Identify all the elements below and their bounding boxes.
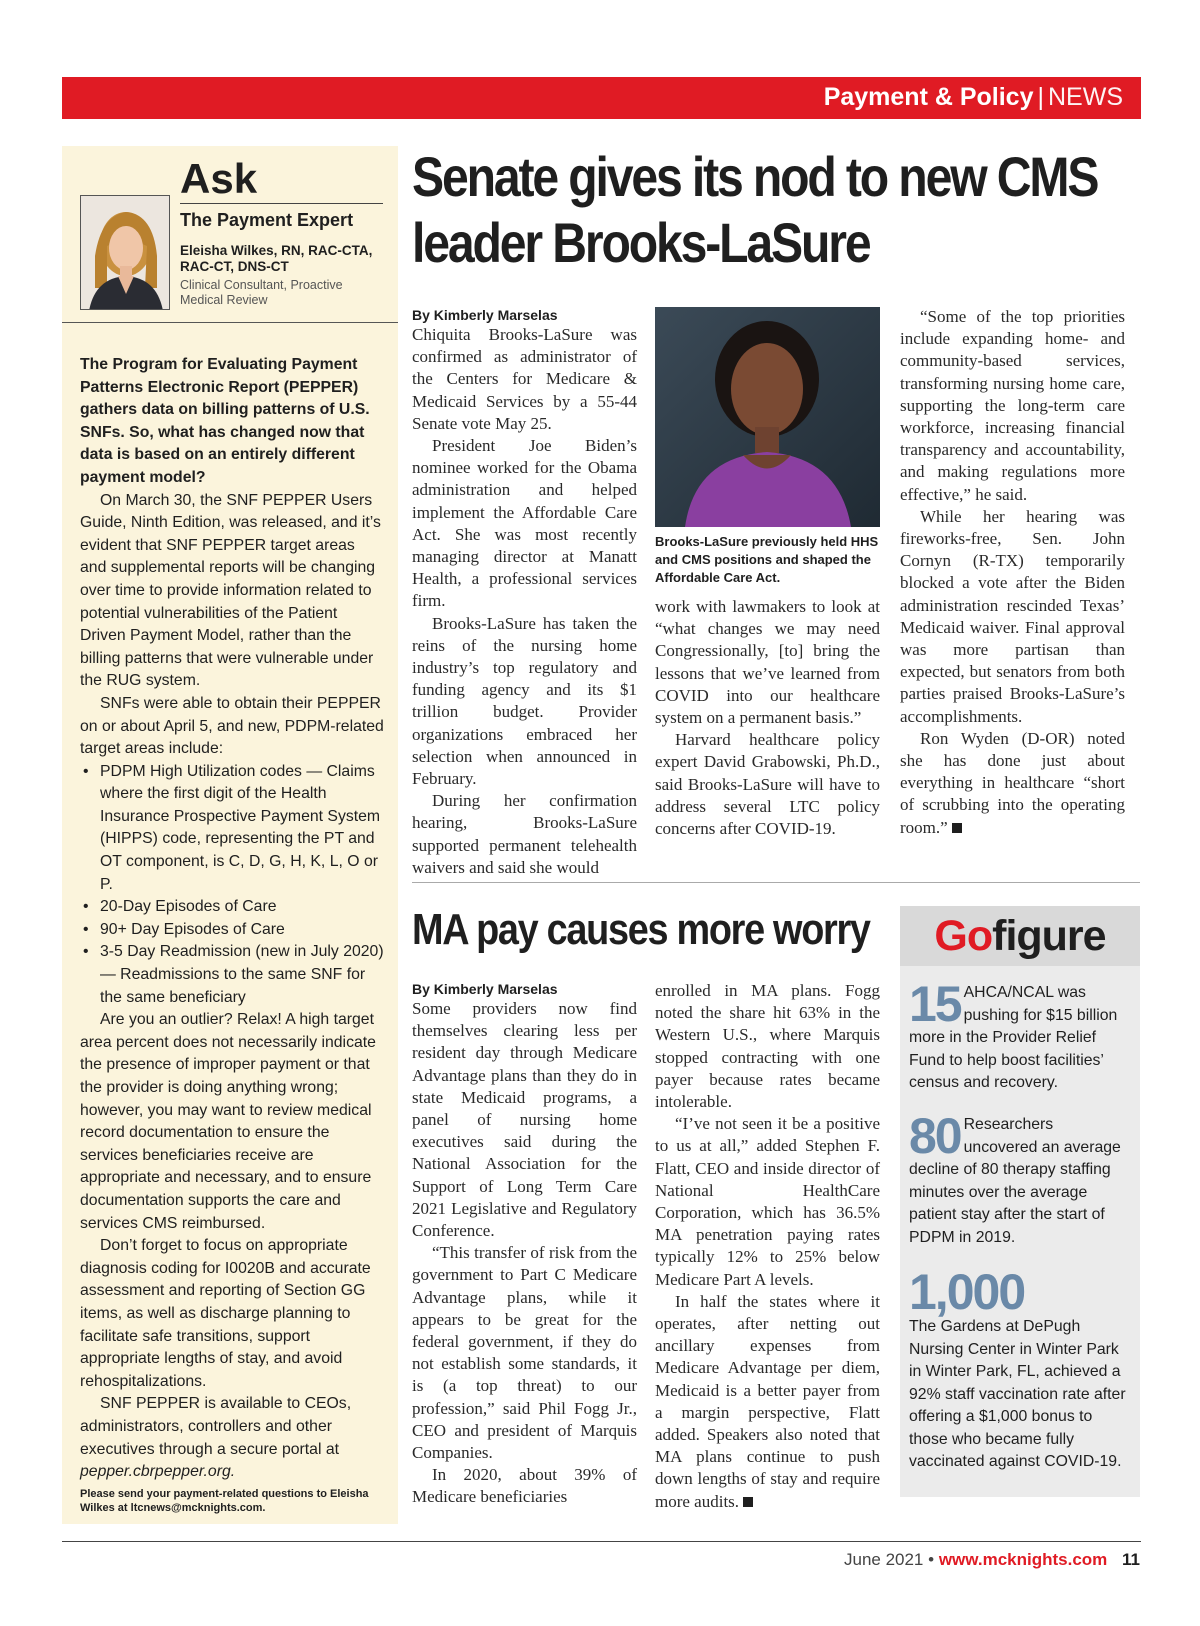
article-paragraph: Harvard healthcare policy expert David Grabowski, Ph.D., said Brooks-LaSure will have to address several LTC policy concerns after COVID-19. (655, 730, 880, 839)
sidebar-divider (62, 322, 398, 323)
section-header-bar (62, 77, 1141, 119)
stat-number: 1,000 (909, 1264, 1025, 1320)
page-number: 11 (1122, 1550, 1140, 1569)
pepper-portal-link[interactable]: pepper.cbrpepper.org. (80, 1463, 236, 1481)
page-footer (844, 1550, 1140, 1570)
target-area-list (80, 761, 385, 1010)
target-area-item: • PDPM High Utilization codes — Claims where the first digit of the Health Insurance Prospective Payment System (HIPPS) code, representing the PT and OT component, is C, D, G, H, K, L, O or P. (80, 761, 385, 897)
article-paragraph: enrolled in MA plans. Fogg noted the share hit 63% in the Western U.S., where Marquis stopped contracting with one payer because rates became intolerable. (655, 981, 880, 1112)
expert-portrait (80, 195, 170, 310)
target-area-item: • 90+ Day Episodes of Care (80, 919, 385, 942)
article-paragraph: Chiquita Brooks-LaSure was confirmed as administrator of the Centers for Medicare & Medicaid Services by a 55-44 Senate vote May 25. (412, 325, 637, 433)
article-paragraph: “Some of the top priorities include expanding home- and community-based services, transforming nursing home care, supporting the long-term care workforce, increasing financial transparency and accountability, and making regulations more effective,” he said. (900, 307, 1125, 504)
sidebar-paragraph: Are you an outlier? Relax! A high target area percent does not necessarily indicate the presence of improper payment or that the provider is doing anything wrong; however, you may want to review medical record documentation to ensure the services beneficiaries receive are appropriate and necessary, and to ensure documentation supports the care and services CMS reimbursed. (80, 1011, 376, 1232)
stat-number: 15 (909, 976, 961, 1032)
stat-text: AHCA/NCAL was pushing for $15 billion more in the Provider Relief Fund to help boost facilities’ census and recovery. (909, 984, 1118, 1091)
sidebar-paragraph (80, 1393, 385, 1483)
article-headline: Senate gives its nod to new CMS leader Brooks-LaSure (412, 145, 1098, 274)
article-paragraph-text: Ron Wyden (D-OR) noted she has done just about everything in healthcare “short of scrubbing into the operating room.” (900, 728, 1125, 837)
go-figure-title-go: Go (934, 912, 993, 960)
ask-expert-sidebar (62, 146, 398, 1524)
ask-subtitle: The Payment Expert (180, 210, 354, 230)
target-area-item: • 20-Day Episodes of Care (80, 896, 385, 919)
article-paragraph: President Joe Biden’s nominee worked for the Obama administration and helped implement the Affordable Care Act. She was most recently managing director at Manatt Health, a professional services firm. (412, 436, 637, 611)
section-name: Payment & Policy (823, 83, 1034, 111)
ask-title: Ask (180, 155, 258, 202)
stat-item (909, 976, 1131, 1095)
section-header (824, 83, 1123, 112)
stat-item (909, 1264, 1131, 1474)
photo-caption: Brooks-LaSure previously held HHS and CMS positions and shaped the Affordable Care Act. (655, 534, 879, 585)
article-paragraph: While her hearing was fireworks-free, Sen. John Cornyn (R-TX) temporarily blocked a vote after the Biden administration rescinded Texas’ Medicaid waiver. Final approval was more partisan than expected, but senators from both parties praised Brooks-LaSure’s accomplishments. (900, 506, 1125, 726)
article-column-2 (655, 596, 880, 840)
article-paragraph (900, 728, 1125, 839)
sidebar-paragraph: On March 30, the SNF PEPPER Users Guide, Ninth Edition, was released, and it’s evident that SNF PEPPER target areas and supplemental reports will be changing over time to provide information related to potential vulnerabilities of the Patient Driven Payment Model, rather than the billing patterns that were vulnerable under the RUG system. (80, 491, 381, 690)
sidebar-contact-note: Please send your payment-related questions to Eleisha Wilkes at ltcnews@mcknights.com. (80, 1487, 369, 1514)
article-paragraph: “I’ve not seen it be a positive to us at all,” added Stephen F. Flatt, CEO and inside director of National HealthCare Corporation, which has 36.5% MA penetration paying rates typically 12% to 25% below Medicare Part A levels. (655, 1114, 880, 1289)
footer-rule (62, 1541, 1141, 1542)
stat-text: The Gardens at DePugh Nursing Center in Winter Park in Winter Park, FL, achieved a 92% staff vaccination rate after offering a $1,000 bonus to those who became fully vaccinated against COVID-19. (909, 1318, 1126, 1470)
expert-name: Eleisha Wilkes, RN, RAC-CTA, RAC-CT, DNS-CT (180, 243, 373, 274)
sidebar-paragraph: Don’t forget to focus on appropriate diagnosis coding for I0020B and accurate assessment and reporting of Section GG items, as well as discharge planning to facilitate safe transitions, support appropriate lengths of stay, and avoid rehospitalizations. (80, 1237, 371, 1390)
article-column-1 (412, 980, 637, 1509)
article-divider (412, 882, 1140, 883)
ask-expert-header (80, 155, 385, 310)
article-byline: By Kimberly Marselas (412, 307, 558, 323)
stat-number: 80 (909, 1108, 961, 1164)
article-paragraph: Brooks-LaSure has taken the reins of the nursing home industry’s top regulatory and funding agency and its $1 trillion budget. Provider organizations embraced her selection when announced in February. (412, 613, 637, 789)
go-figure-title-figure: figure (992, 912, 1106, 960)
brooks-lasure-photo (655, 307, 880, 527)
target-area-item: • 3-5 Day Readmission (new in July 2020) — Readmissions to the same SNF for the same beneficiary (80, 941, 385, 1009)
stat-item (909, 1108, 1131, 1249)
article-paragraph-text: In half the states where it operates, after netting out ancillary expenses from Medicare Advantage per diem, Medicaid is a better payer from a margin perspective, Flatt added. Speakers also noted that MA plans continue to push down lengths of stay and require more audits. (655, 1291, 880, 1511)
article-column-2 (655, 980, 880, 1513)
article-byline: By Kimberly Marselas (412, 981, 558, 997)
stat-text: Researchers uncovered an average decline of 80 therapy staffing minutes over the average patient stay after the start of PDPM in 2019. (909, 1116, 1121, 1246)
article-column-1 (412, 306, 637, 879)
sidebar-paragraph: SNFs were able to obtain their PEPPER on or about April 5, and new, PDPM-related target areas include: (80, 694, 384, 758)
section-label: NEWS (1048, 83, 1123, 111)
go-figure-box (900, 906, 1140, 1497)
sidebar-portal-text: SNF PEPPER is available to CEOs, administrators, controllers and other executives through a secure portal at (80, 1395, 352, 1458)
article-paragraph: “This transfer of risk from the government to Part C Medicare Advantage plans, while it appears to be great for the federal government, if they do not establish some standards, it is (a top threat) to our profession,” said Phil Fogg Jr., CEO and president of Marquis Companies. (412, 1243, 637, 1463)
go-figure-title (900, 906, 1140, 966)
end-of-article-icon (743, 1497, 753, 1507)
article-headline: MA pay causes more worry (412, 905, 870, 954)
website-link[interactable]: www.mcknights.com (938, 1550, 1108, 1569)
article-paragraph: In 2020, about 39% of Medicare beneficiaries (412, 1465, 637, 1507)
ask-title-rule (180, 203, 383, 204)
article-column-3 (900, 306, 1125, 839)
issue-date: June 2021 (843, 1550, 924, 1569)
expert-role: Clinical Consultant, Proactive Medical Review (180, 278, 343, 307)
footer-bullet: • (928, 1550, 935, 1569)
article-paragraph: work with lawmakers to look at “what changes we may need Congressionally, [to] bring the lessons that we’ve learned from COVID into our healthcare system on a permanent basis.” (655, 597, 880, 728)
sidebar-body (80, 354, 385, 1515)
article-paragraph (655, 1291, 880, 1513)
section-separator: | (1037, 83, 1044, 111)
end-of-article-icon (952, 823, 962, 833)
article-paragraph: During her confirmation hearing, Brooks-LaSure supported permanent telehealth waivers and said she would (412, 791, 637, 877)
article-paragraph: Some providers now find themselves clearing less per resident day through Medicare Advantage plans than they do in state Medicaid programs, a panel of nursing home executives said during the National Association for the Support of Long Term Care 2021 Legislative and Regulatory Conference. (412, 999, 637, 1241)
sidebar-question: The Program for Evaluating Payment Patterns Electronic Report (PEPPER) gathers data on billing patterns of U.S. SNFs. So, what has changed now that data is based on an entirely different payment model? (80, 356, 370, 486)
